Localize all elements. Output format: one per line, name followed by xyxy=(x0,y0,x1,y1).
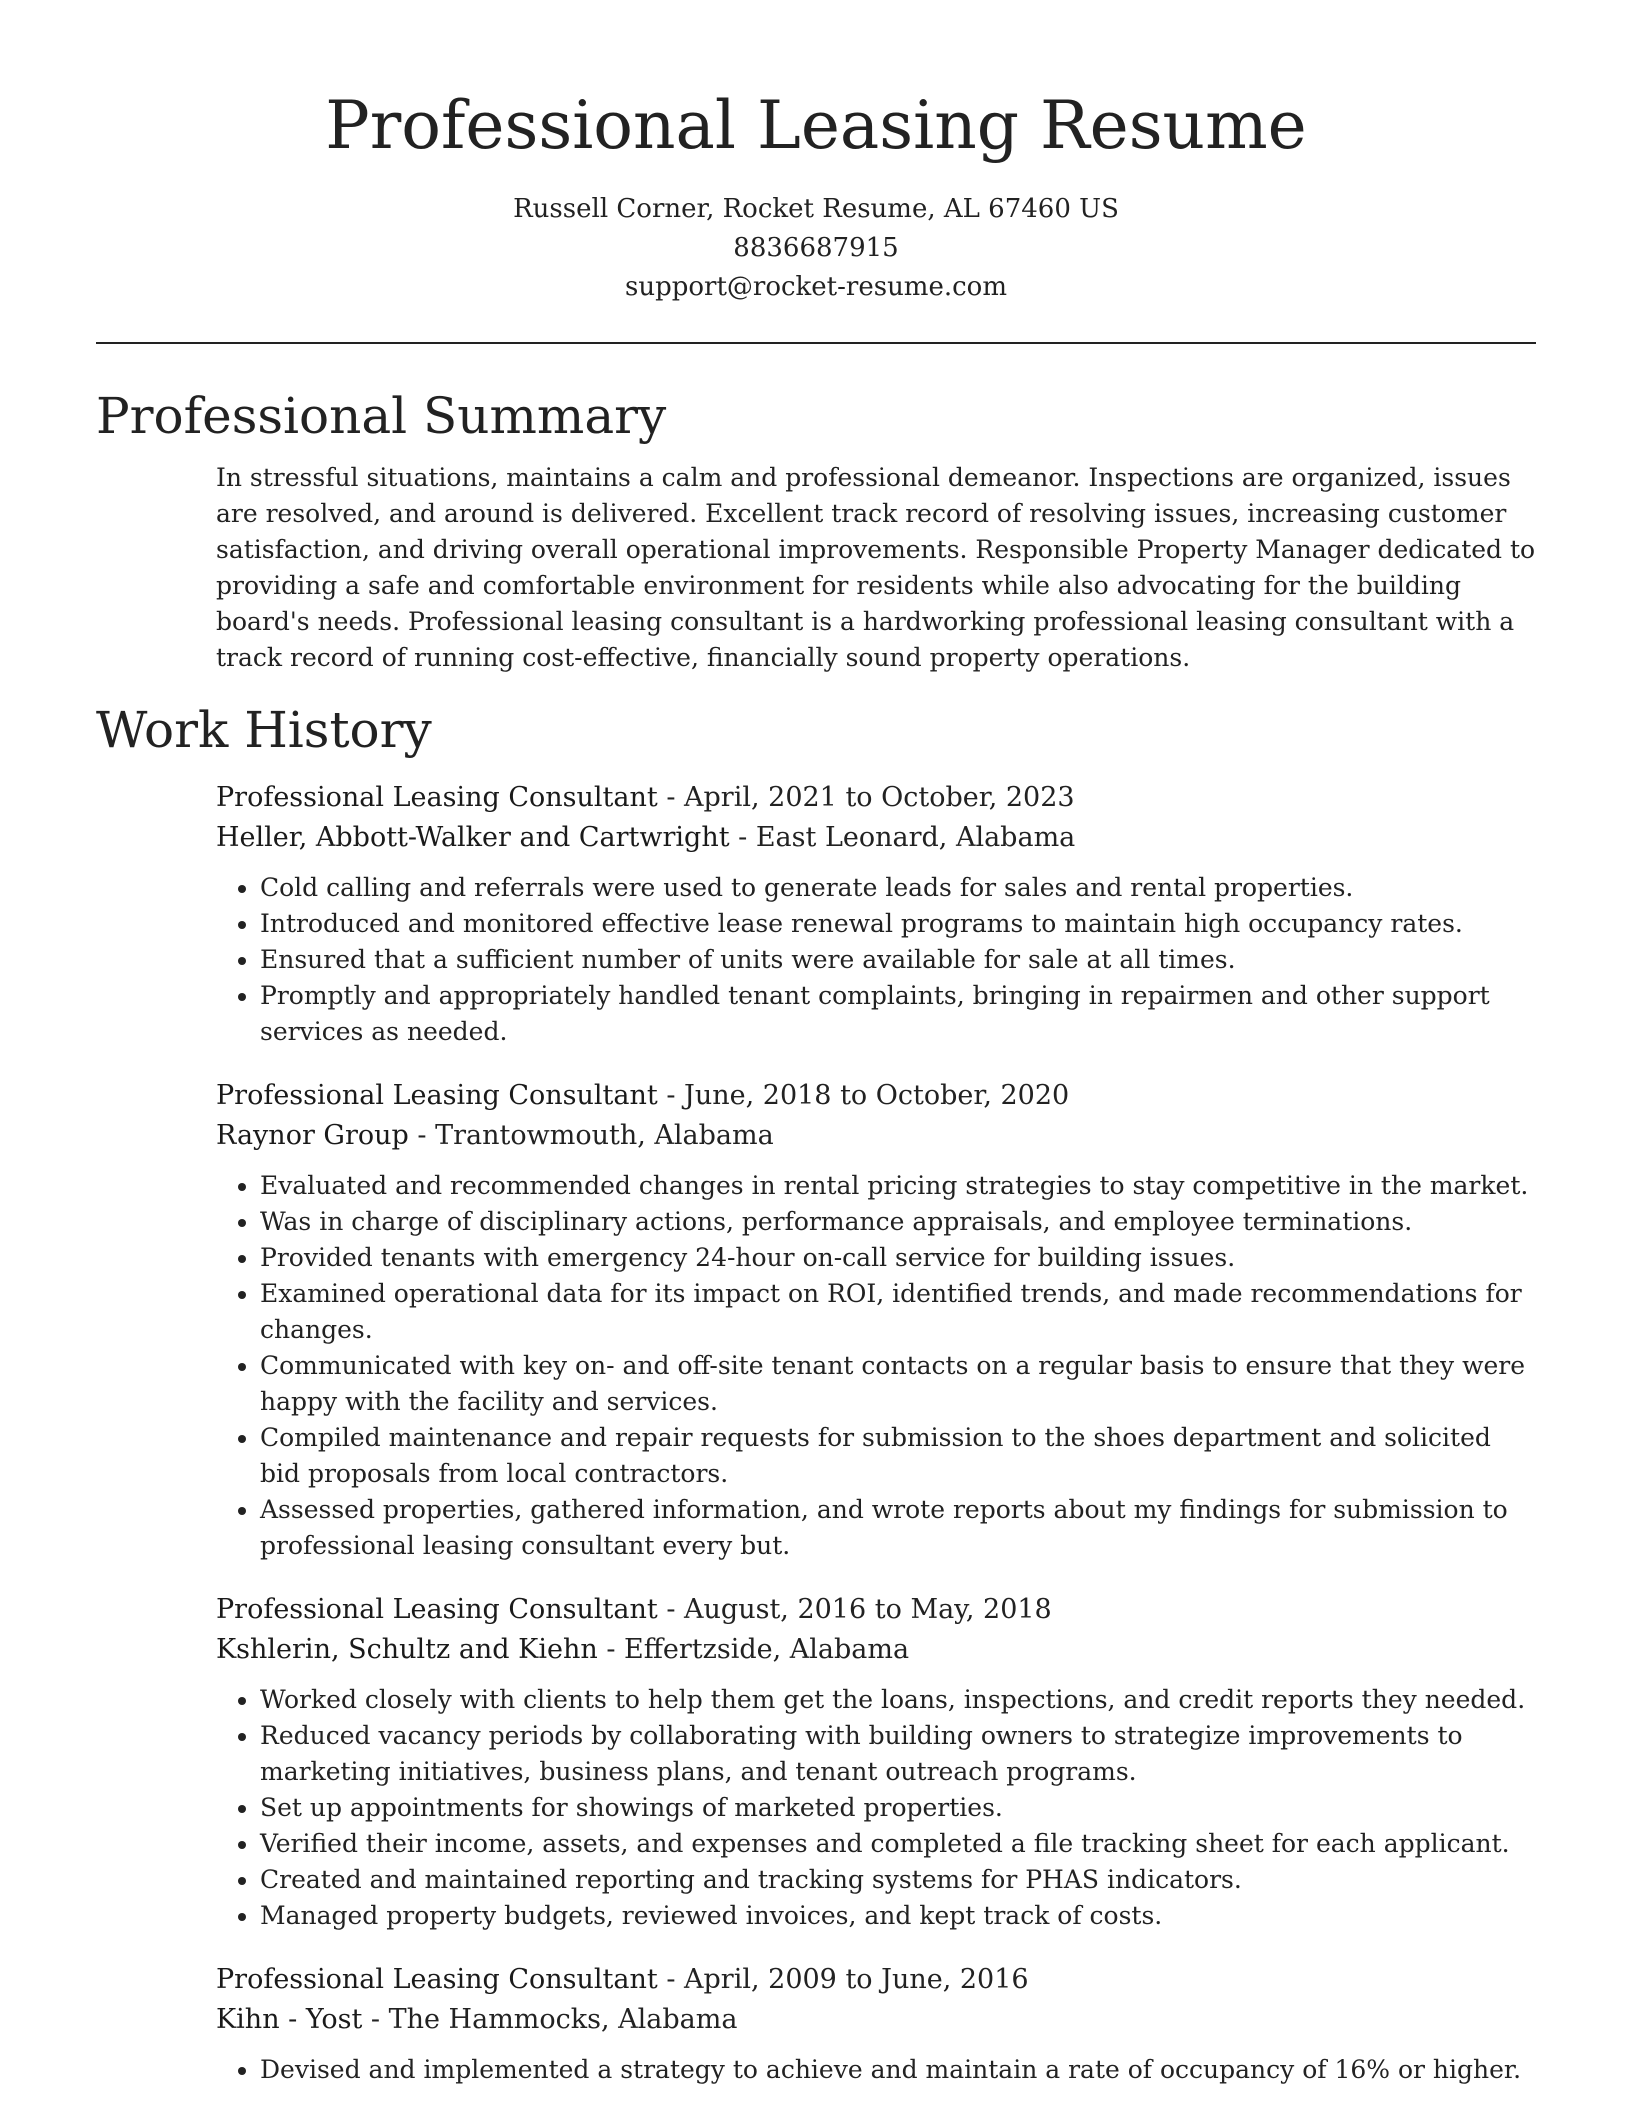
job-bullet: • Provided tenants with emergency 24-hour on-call service for building issues. xyxy=(260,1240,1536,1276)
work-history-section xyxy=(96,694,1536,2088)
job-location: - The Hammocks, Alabama xyxy=(362,2004,738,2035)
job-company-line xyxy=(216,818,1536,858)
job-dates: - April, 2021 to October, 2023 xyxy=(657,782,1075,813)
job-location: - Effertzside, Alabama xyxy=(597,1634,910,1665)
job-company: Heller, Abbott-Walker and Cartwright xyxy=(216,822,730,853)
job-entry xyxy=(216,1076,1536,1564)
job-bullets xyxy=(216,1168,1536,1564)
job-company-line xyxy=(216,2000,1536,2040)
contact-address: Russell Corner, Rocket Resume, AL 67460 US xyxy=(513,194,1119,224)
job-bullet: • Verified their income, assets, and expenses and completed a file tracking sheet for each applicant. xyxy=(260,1826,1536,1862)
job-bullet: • Was in charge of disciplinary actions, performance appraisals, and employee terminations. xyxy=(260,1204,1536,1240)
job-company: Raynor Group xyxy=(216,1120,409,1151)
job-bullet: • Compiled maintenance and repair requests for submission to the shoes department and solicited bid proposals from local contractors. xyxy=(260,1420,1536,1492)
work-history-heading: Work History xyxy=(96,701,432,759)
job-entry xyxy=(216,1590,1536,1934)
job-bullets xyxy=(216,1682,1536,1934)
job-entry xyxy=(216,778,1536,1050)
job-title-line xyxy=(216,1076,1536,1116)
job-bullet: • Examined operational data for its impact on ROI, identified trends, and made recommendations for changes. xyxy=(260,1276,1536,1348)
job-company-line xyxy=(216,1116,1536,1156)
summary-text: In stressful situations, maintains a calm and professional demeanor. Inspections are organized, issues are resolved, and around is delivered. Excellent track record of resolving issues, increasing customer satisfaction, and driving overall operational improvements. Responsible Property Manager dedicated to providing a safe and comfortable environment for residents while also advocating for the building board's needs. Professional leasing consultant is a hardworking professional leasing consultant with a track record of running cost-effective, financially sound property operations. xyxy=(216,463,1536,672)
job-bullet: • Assessed properties, gathered information, and wrote reports about my findings for submission to professional leasing consultant every but. xyxy=(260,1492,1536,1564)
job-role: Professional Leasing Consultant xyxy=(216,1964,658,1995)
job-bullet: • Set up appointments for showings of marketed properties. xyxy=(260,1790,1536,1826)
job-role: Professional Leasing Consultant xyxy=(216,1594,658,1625)
contact-email: support@rocket-resume.com xyxy=(624,272,1007,302)
job-role: Professional Leasing Consultant xyxy=(216,782,658,813)
job-dates: - April, 2009 to June, 2016 xyxy=(657,1964,1029,1995)
job-bullet: • Created and maintained reporting and tracking systems for PHAS indicators. xyxy=(260,1862,1536,1898)
resume-content xyxy=(96,380,1536,2088)
job-company-line xyxy=(216,1630,1536,1670)
job-bullet: • Reduced vacancy periods by collaborating with building owners to strategize improvements to marketing initiatives, business plans, and tenant outreach programs. xyxy=(260,1718,1536,1790)
job-bullets xyxy=(216,2052,1536,2088)
job-dates: - August, 2016 to May, 2018 xyxy=(657,1594,1052,1625)
job-bullet: • Promptly and appropriately handled tenant complaints, bringing in repairmen and other support services as needed. xyxy=(260,978,1536,1050)
header-divider xyxy=(96,342,1536,344)
contact-info xyxy=(0,190,1632,307)
job-location: - East Leonard, Alabama xyxy=(729,822,1076,853)
resume-header xyxy=(0,0,1632,307)
job-bullet: • Worked closely with clients to help them get the loans, inspections, and credit reports they needed. xyxy=(260,1682,1536,1718)
job-title-line xyxy=(216,1590,1536,1630)
contact-phone: 8836687915 xyxy=(733,233,899,263)
job-bullet: • Evaluated and recommended changes in rental pricing strategies to stay competitive in the market. xyxy=(260,1168,1536,1204)
job-dates: - June, 2018 to October, 2020 xyxy=(657,1080,1070,1111)
job-title-line xyxy=(216,1960,1536,2000)
job-role: Professional Leasing Consultant xyxy=(216,1080,658,1111)
job-bullet: • Devised and implemented a strategy to achieve and maintain a rate of occupancy of 16% or higher. xyxy=(260,2052,1536,2088)
job-bullet: • Communicated with key on- and off-site tenant contacts on a regular basis to ensure that they were happy with the facility and services. xyxy=(260,1348,1536,1420)
job-bullet: • Introduced and monitored effective lease renewal programs to maintain high occupancy rates. xyxy=(260,906,1536,942)
job-bullet: • Ensured that a sufficient number of units were available for sale at all times. xyxy=(260,942,1536,978)
job-entry xyxy=(216,1960,1536,2088)
summary-section xyxy=(96,380,1536,676)
job-bullet: • Cold calling and referrals were used to generate leads for sales and rental properties. xyxy=(260,870,1536,906)
job-company: Kihn - Yost xyxy=(216,2004,363,2035)
job-company: Kshlerin, Schultz and Kiehn xyxy=(216,1634,598,1665)
summary-heading: Professional Summary xyxy=(96,387,667,445)
job-location: - Trantowmouth, Alabama xyxy=(408,1120,774,1151)
resume-title: Professional Leasing Resume xyxy=(325,87,1307,164)
job-bullet: • Managed property budgets, reviewed invoices, and kept track of costs. xyxy=(260,1898,1536,1934)
job-title-line xyxy=(216,778,1536,818)
job-bullets xyxy=(216,870,1536,1050)
